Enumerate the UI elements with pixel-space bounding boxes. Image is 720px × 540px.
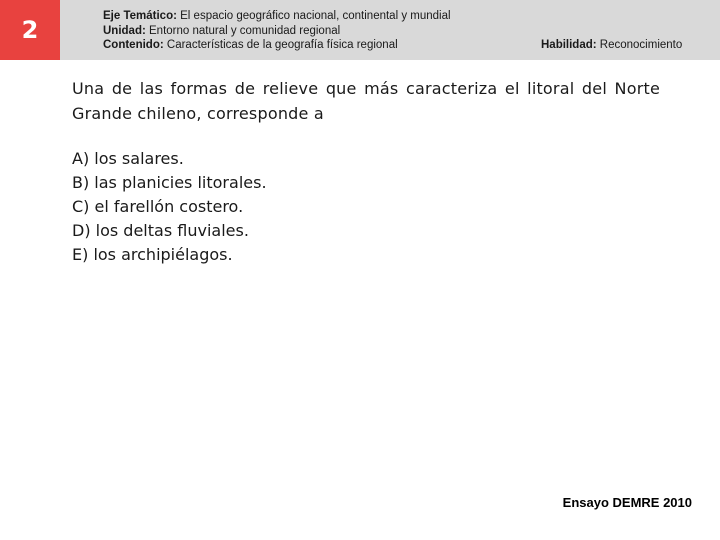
contenido-value: Características de la geografía física regional (166, 39, 398, 51)
question-number-badge (0, 0, 60, 60)
unidad-line (103, 24, 340, 38)
contenido-line (103, 38, 398, 52)
eje-tematico-label: Eje Temático: (103, 10, 177, 22)
option-b: B) las planicies litorales. (72, 173, 267, 192)
question-number: 2 (21, 16, 39, 44)
unidad-value: Entorno natural y comunidad regional (149, 25, 341, 37)
habilidad-label: Habilidad: (541, 39, 597, 51)
habilidad-value: Reconocimiento (599, 39, 683, 51)
eje-tematico-line (103, 9, 451, 23)
habilidad-line (541, 38, 682, 52)
unidad-label: Unidad: (103, 25, 146, 37)
option-d: D) los deltas fluviales. (72, 221, 249, 240)
answer-options (72, 147, 267, 267)
source-footer: Ensayo DEMRE 2010 (562, 495, 692, 510)
option-c: C) el farellón costero. (72, 197, 244, 216)
question-text: Una de las formas de relieve que más caracteriza el litoral del Norte Grande chileno, corresponde a (72, 79, 660, 123)
option-a: A) los salares. (72, 149, 184, 168)
option-e: E) los archipiélagos. (72, 245, 233, 264)
contenido-label: Contenido: (103, 39, 164, 51)
eje-tematico-value: El espacio geográfico nacional, continental y mundial (180, 10, 451, 22)
